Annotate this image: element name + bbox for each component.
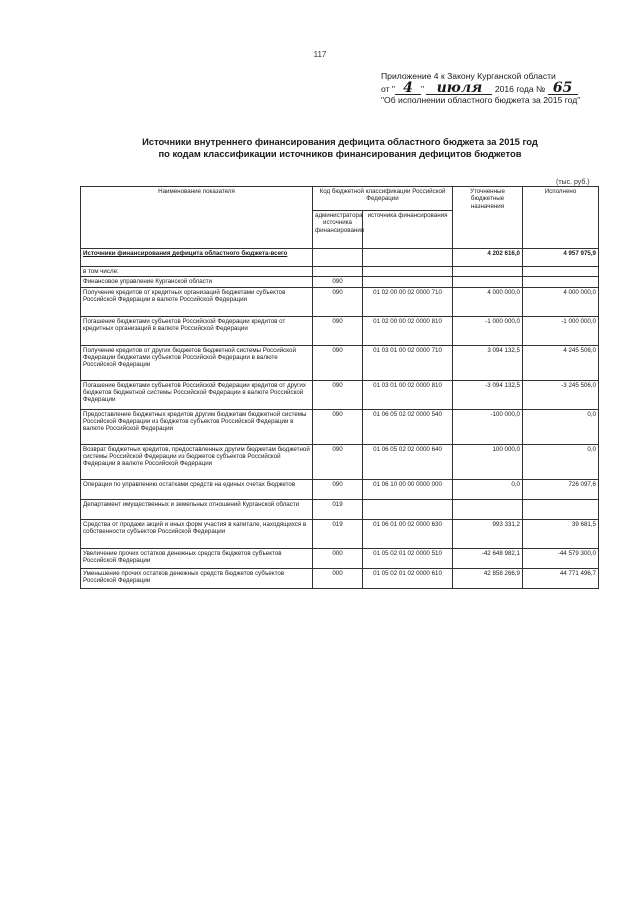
row-source-code-cell: 01 05 02 01 02 0000 610 [363, 568, 453, 588]
row-name-cell: в том числе: [81, 267, 313, 277]
row-executed-cell [523, 277, 599, 287]
units-label: (тыс. руб.) [556, 179, 590, 186]
row-executed-cell: 0,0 [523, 409, 599, 444]
appendix-line-1: Приложение 4 к Закону Курганской области [381, 71, 556, 81]
row-source-code-cell: 01 02 00 00 02 0000 710 [363, 287, 453, 316]
row-admin-code-cell: 000 [313, 568, 363, 588]
header-name: Наименование показателя [81, 187, 313, 249]
handwritten-number: 65 [548, 82, 578, 95]
row-executed-cell: -1 000 000,0 [523, 316, 599, 345]
row-source-code-cell: 01 06 05 02 02 0000 640 [363, 444, 453, 479]
handwritten-day: 4 [395, 82, 421, 95]
header-admin: администратора источника финансирования [313, 211, 363, 249]
header-code-group: Код бюджетной классификации Российской Федерации [313, 187, 453, 211]
row-source-code-cell: 01 03 01 00 02 0000 710 [363, 345, 453, 380]
row-name-cell: Предоставление бюджетных кредитов другим бюджетам бюджетной системы Российской Федерации из бюджетов субъектов Российской Федерации в валюте Российской Федерации [81, 409, 313, 444]
row-source-code-cell [363, 249, 453, 267]
row-admin-code-cell: 090 [313, 287, 363, 316]
table-row [81, 548, 599, 568]
table-row [81, 519, 599, 548]
table-row [81, 568, 599, 588]
appendix-year-text: 2016 года № [494, 84, 546, 94]
row-admin-code-cell: 090 [313, 479, 363, 499]
row-planned-cell: -100 000,0 [453, 409, 523, 444]
row-planned-cell: 993 331,2 [453, 519, 523, 548]
row-source-code-cell [363, 499, 453, 519]
title-line-2: по кодам классификации источников финансирования дефицитов бюджетов [158, 148, 522, 159]
sources-table [80, 186, 599, 589]
table-row [81, 409, 599, 444]
row-planned-cell: 4 000 000,0 [453, 287, 523, 316]
handwritten-month: июля [426, 82, 492, 95]
page-number: 117 [313, 50, 327, 59]
title-line-1: Источники внутреннего финансирования дефицита областного бюджета за 2015 год [142, 136, 538, 147]
table-row [81, 345, 599, 380]
row-name-cell: Средства от продажи акций и иных форм участия в капитале, находящихся в собственности субъектов Российской Федерации [81, 519, 313, 548]
table-body [81, 249, 599, 589]
row-executed-cell [523, 499, 599, 519]
appendix-line-2 [381, 82, 596, 95]
row-executed-cell [523, 267, 599, 277]
row-planned-cell: -1 000 000,0 [453, 316, 523, 345]
row-source-code-cell: 01 06 01 00 02 0000 630 [363, 519, 453, 548]
table-row [81, 380, 599, 409]
row-name-cell: Финансовое управление Курганской области [81, 277, 313, 287]
row-source-code-cell: 01 06 05 02 02 0000 540 [363, 409, 453, 444]
row-executed-cell: 4 245 506,0 [523, 345, 599, 380]
row-planned-cell: -42 648 982,1 [453, 548, 523, 568]
row-executed-cell: 726 097,6 [523, 479, 599, 499]
header-source: источника финансирования [363, 211, 453, 249]
row-executed-cell: 4 957 975,9 [523, 249, 599, 267]
appendix-quote: " [420, 84, 425, 94]
table-row [81, 249, 599, 267]
row-planned-cell: -3 094 132,5 [453, 380, 523, 409]
table-row [81, 277, 599, 287]
row-admin-code-cell: 090 [313, 380, 363, 409]
row-admin-code-cell: 090 [313, 277, 363, 287]
row-executed-cell: -44 579 300,0 [523, 548, 599, 568]
row-name-cell: Уменьшение прочих остатков денежных средств бюджетов субъектов Российской Федерации [81, 568, 313, 588]
header-executed: Исполнено [523, 187, 599, 249]
row-source-code-cell: 01 02 00 00 02 0000 810 [363, 316, 453, 345]
row-source-code-cell [363, 277, 453, 287]
row-source-code-cell: 01 03 01 00 02 0000 810 [363, 380, 453, 409]
sources-table-container [80, 186, 598, 589]
row-planned-cell [453, 499, 523, 519]
row-name-cell: Получение кредитов от кредитных организаций бюджетами субъектов Российской Федерации в валюте Российской Федерации [81, 287, 313, 316]
appendix-line-3: "Об исполнении областного бюджета за 2015 год" [381, 95, 581, 105]
row-executed-cell: 0,0 [523, 444, 599, 479]
row-name-cell: Возврат бюджетных кредитов, предоставленных другим бюджетам бюджетной системы Российской Федерации из бюджетов субъектов Российской Федерации в валюте Российской Федерации [81, 444, 313, 479]
row-name-cell: Увеличение прочих остатков денежных средств бюджетов субъектов Российской Федерации [81, 548, 313, 568]
row-planned-cell [453, 277, 523, 287]
row-name-cell: Получение кредитов от других бюджетов бюджетной системы Российской Федерации бюджетами субъектов Российской Федерации в валюте Российской Федерации [81, 345, 313, 380]
row-admin-code-cell: 090 [313, 444, 363, 479]
row-source-code-cell [363, 267, 453, 277]
row-executed-cell: 44 771 496,7 [523, 568, 599, 588]
row-admin-code-cell [313, 267, 363, 277]
row-admin-code-cell: 019 [313, 519, 363, 548]
row-admin-code-cell [313, 249, 363, 267]
row-executed-cell: 39 681,5 [523, 519, 599, 548]
table-row [81, 499, 599, 519]
row-source-code-cell: 01 06 10 00 00 0000 000 [363, 479, 453, 499]
row-source-code-cell: 01 05 02 01 02 0000 510 [363, 548, 453, 568]
row-planned-cell: 3 094 132,5 [453, 345, 523, 380]
row-name-cell: Погашение бюджетами субъектов Российской Федерации кредитов от других бюджетов бюджетной системы Российской Федерации в валюте Российской Федерации [81, 380, 313, 409]
table-row [81, 444, 599, 479]
row-name-cell: Операции по управлению остатками средств на единых счетах бюджетов [81, 479, 313, 499]
row-name-cell: Погашение бюджетами субъектов Российской Федерации кредитов от кредитных организаций в валюте Российской Федерации [81, 316, 313, 345]
row-executed-cell: 4 000 000,0 [523, 287, 599, 316]
header-planned: Уточненные бюджетные назначения [453, 187, 523, 249]
table-row [81, 267, 599, 277]
row-planned-cell: 4 202 616,0 [453, 249, 523, 267]
appendix-from-label: от " [381, 84, 395, 94]
row-executed-cell: -3 245 506,0 [523, 380, 599, 409]
appendix-block [381, 71, 596, 106]
row-admin-code-cell: 090 [313, 316, 363, 345]
table-row [81, 479, 599, 499]
row-admin-code-cell: 090 [313, 345, 363, 380]
row-planned-cell: 100 000,0 [453, 444, 523, 479]
row-name-cell: Источники финансирования дефицита областного бюджета-всего [81, 249, 313, 267]
document-title [120, 136, 560, 160]
row-name-cell: Департамент имущественных и земельных отношений Курганской области [81, 499, 313, 519]
row-admin-code-cell: 019 [313, 499, 363, 519]
row-planned-cell: 0,0 [453, 479, 523, 499]
row-admin-code-cell: 000 [313, 548, 363, 568]
table-row [81, 316, 599, 345]
row-planned-cell [453, 267, 523, 277]
row-planned-cell: 42 858 266,9 [453, 568, 523, 588]
table-row [81, 287, 599, 316]
row-admin-code-cell: 090 [313, 409, 363, 444]
